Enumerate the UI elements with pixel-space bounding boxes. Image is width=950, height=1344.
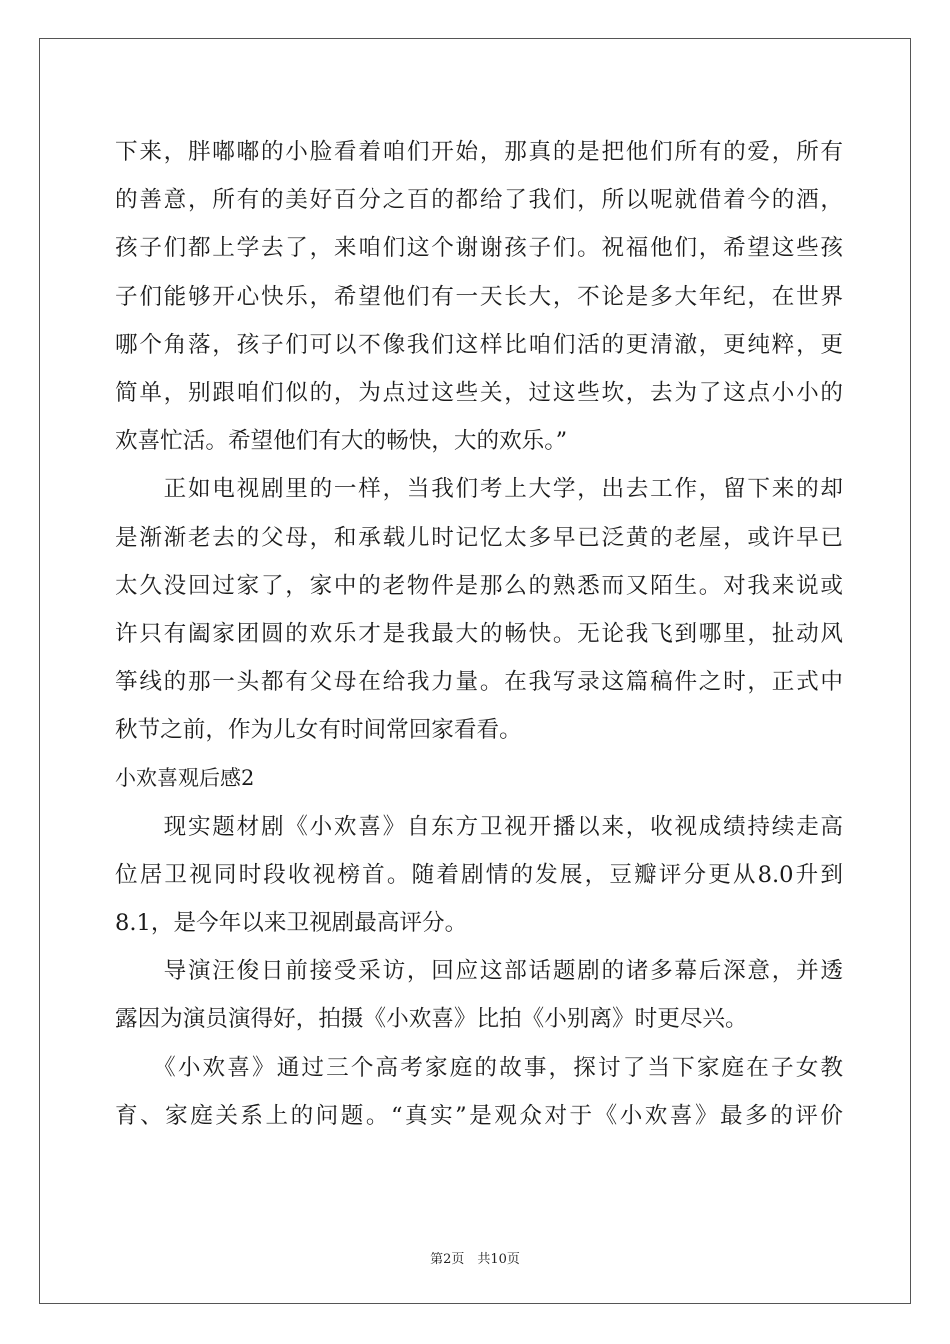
text-line: 露因为演员演得好，拍摄《小欢喜》比拍《小别离》时更尽兴。 — [115, 1006, 748, 1033]
text-line: 8.1，是今年以来卫视剧最高评分。 — [115, 910, 468, 936]
text-line: 是渐渐老去的父母，和承载儿时记忆太多早已泛黄的老屋，或许早已 — [115, 524, 843, 551]
text-line: 的善意，所有的美好百分之百的都给了我们，所以呢就借着今的酒， — [115, 187, 843, 214]
text-line: 孩子们都上学去了，来咱们这个谢谢孩子们。祝福他们，希望这些孩 — [115, 235, 843, 262]
text-line: 筝线的那一头都有父母在给我力量。在我写录这篇稿件之时，正式中 — [115, 669, 843, 696]
text-line: 《小欢喜》通过三个高考家庭的故事，探讨了当下家庭在子女教 — [115, 1054, 843, 1081]
text-line: 下来，胖嘟嘟的小脸看着咱们开始，那真的是把他们所有的爱，所有 — [115, 139, 843, 165]
section-heading: 小欢喜观后感2 — [115, 766, 255, 791]
text-line: 许只有阖家团圆的欢乐才是我最大的畅快。无论我飞到哪里，扯动风 — [115, 620, 843, 647]
text-line: 太久没回过家了，家中的老物件是那么的熟悉而又陌生。对我来说或 — [115, 572, 843, 599]
text-line: 简单，别跟咱们似的，为点过这些关，过这些坎，去为了这点小小的 — [115, 379, 843, 406]
document-body — [115, 128, 843, 1140]
text-line: 现实题材剧《小欢喜》自东方卫视开播以来，收视成绩持续走高 — [115, 813, 843, 840]
text-line: 导演汪俊日前接受采访，回应这部话题剧的诸多幕后深意，并透 — [115, 958, 843, 985]
text-line: 秋节之前，作为儿女有时间常回家看看。 — [115, 717, 522, 744]
text-line: 哪个角落，孩子们可以不像我们这样比咱们活的更清澈，更纯粹，更 — [115, 331, 843, 358]
text-line: 欢喜忙活。希望他们有大的畅快，大的欢乐。” — [115, 428, 568, 455]
page-footer: 第2页 共10页 — [430, 1252, 520, 1267]
text-line: 育、家庭关系上的问题。“真实”是观众对于《小欢喜》最多的评价 — [115, 1102, 843, 1129]
text-line: 正如电视剧里的一样，当我们考上大学，出去工作，留下来的却 — [115, 476, 843, 503]
text-line: 位居卫视同时段收视榜首。随着剧情的发展，豆瓣评分更从8.0升到 — [115, 861, 843, 888]
text-line: 子们能够开心快乐，希望他们有一天长大，不论是多大年纪，在世界 — [115, 283, 843, 310]
